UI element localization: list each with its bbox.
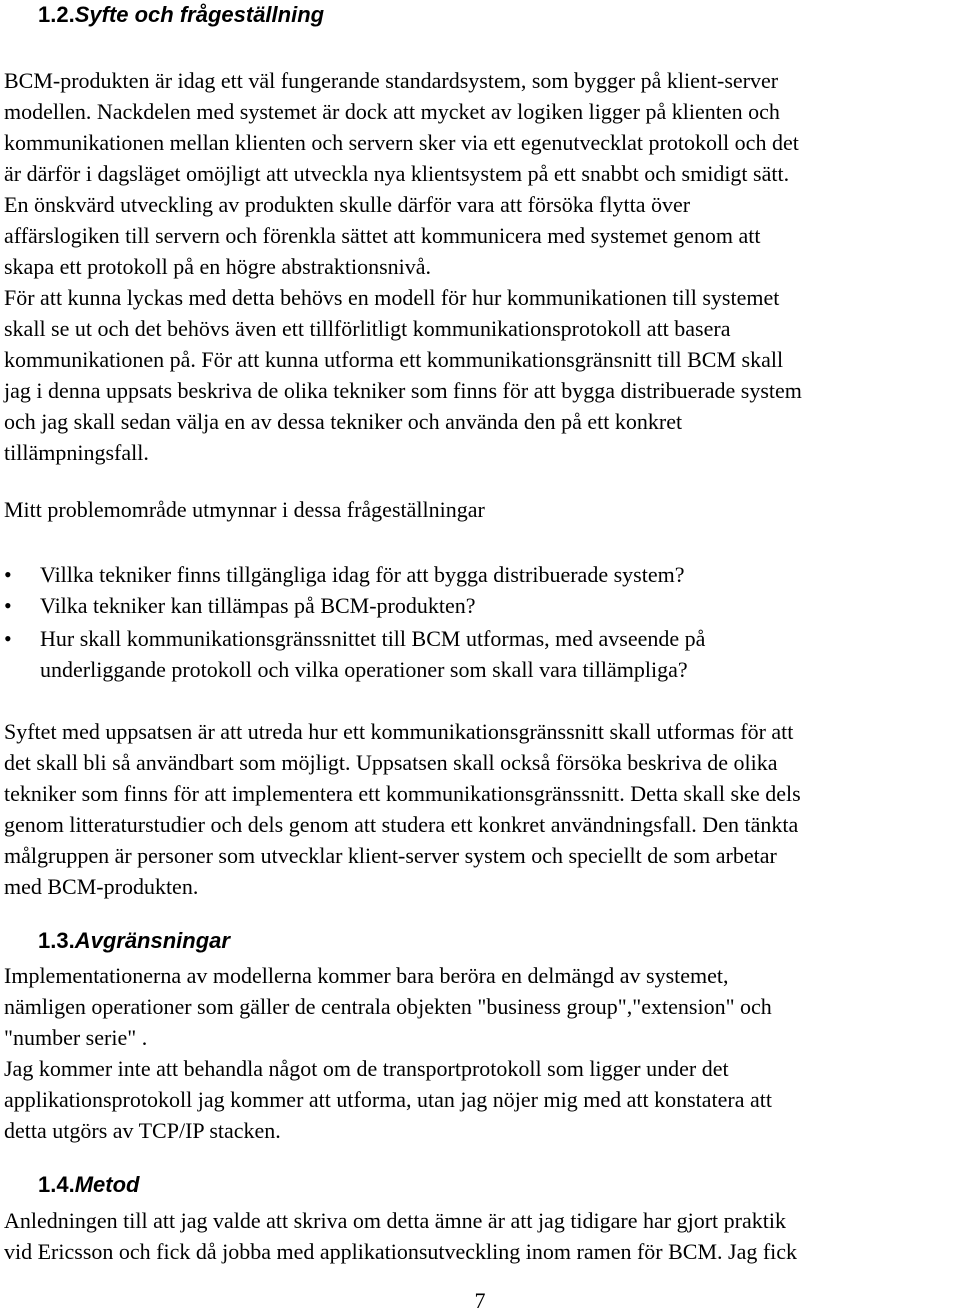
text-line: skall se ut och det behövs även ett tillförlitligt kommunikationsprotokoll att basera [4, 316, 731, 341]
text-line: är därför i dagsläget omöjligt att utveckla nya klientsystem på ett snabbt och smidigt sätt. [4, 161, 790, 186]
text-line: underliggande protokoll och vilka operationer som skall vara tillämpliga? [40, 657, 688, 682]
text-line: Hur skall kommunikationsgränssnittet till BCM utformas, med avseende på [40, 626, 706, 651]
text-line: Implementationerna av modellerna kommer bara beröra en delmängd av systemet, [4, 963, 729, 988]
question-text [40, 590, 476, 621]
text-line: kommunikationen på. För att kunna utforma ett kommunikationsgränsnitt till BCM skall [4, 347, 784, 372]
text-line: tekniker som finns för att implementera ett kommunikationsgränssnitt. Detta skall ske dels [4, 781, 801, 806]
text-line: En önskvärd utveckling av produkten skulle därför vara att försöka flytta över [4, 192, 691, 217]
text-line: Mitt problemområde utmynnar i dessa frågeställningar [4, 497, 485, 522]
question-text [40, 623, 705, 685]
text-line: "number serie" . [4, 1025, 148, 1050]
text-line: BCM-produkten är idag ett väl fungerande standardsystem, som bygger på klient-server [4, 68, 779, 93]
page-number: 7 [474, 1288, 486, 1313]
text-line: vid Ericsson och fick då jobba med applikationsutveckling inom ramen för BCM. Jag fick [4, 1239, 798, 1264]
bullet-icon: • [4, 593, 12, 618]
text-line: nämligen operationer som gäller de centrala objekten "business group","extension" och [4, 994, 772, 1019]
paragraph-aim [4, 716, 959, 902]
text-line: detta utgörs av TCP/IP stacken. [4, 1118, 281, 1143]
section-number: 1.2. [38, 2, 75, 27]
text-line: affärslogiken till servern och förenkla sättet att kommunicera med systemet genom att [4, 223, 761, 248]
text-line: För att kunna lyckas med detta behövs en modell för hur kommunikationen till systemet [4, 285, 780, 310]
question-text [40, 559, 684, 590]
text-line: målgruppen är personer som utvecklar klient-server system och speciellt de som arbetar [4, 843, 777, 868]
section-title: Syfte och frågeställning [74, 2, 325, 27]
text-line: med BCM-produkten. [4, 874, 199, 899]
text-line: skapa ett protokoll på en högre abstraktionsnivå. [4, 254, 432, 279]
text-line: Villka tekniker finns tillgängliga idag för att bygga distribuerade system? [40, 562, 685, 587]
section-heading-1-3 [38, 928, 230, 954]
section-number: 1.3. [38, 928, 75, 953]
text-line: Vilka tekniker kan tillämpas på BCM-produkten? [40, 593, 476, 618]
text-line: modellen. Nackdelen med systemet är dock att mycket av logiken ligger på klienten och [4, 99, 780, 124]
problem-intro [4, 494, 959, 525]
section-title: Metod [74, 1172, 140, 1197]
text-line: Jag kommer inte att behandla något om de transportprotokoll som ligger under det [4, 1056, 729, 1081]
text-line: kommunikationen mellan klienten och servern sker via ett egenutvecklat protokoll och det [4, 130, 799, 155]
paragraph-method [4, 1205, 959, 1267]
bullet-icon: • [4, 562, 12, 587]
paragraph-limitations [4, 960, 959, 1146]
section-number: 1.4. [38, 1172, 75, 1197]
section-title: Avgränsningar [74, 928, 230, 953]
paragraph-purpose [4, 65, 959, 468]
bullet-icon: • [4, 626, 12, 651]
section-heading-1-2 [38, 2, 324, 28]
text-line: jag i denna uppsats beskriva de olika tekniker som finns för att bygga distribuerade system [4, 378, 802, 403]
text-line: applikationsprotokoll jag kommer att utforma, utan jag nöjer mig med att konstatera att [4, 1087, 772, 1112]
text-line: Anledningen till att jag valde att skriva om detta ämne är att jag tidigare har gjort praktik [4, 1208, 786, 1233]
text-line: tillämpningsfall. [4, 440, 149, 465]
section-heading-1-4 [38, 1172, 139, 1198]
text-line: och jag skall sedan välja en av dessa tekniker och använda den på ett konkret [4, 409, 683, 434]
text-line: det skall bli så användbart som möjligt. Uppsatsen skall också försöka beskriva de olika [4, 750, 778, 775]
text-line: genom litteraturstudier och dels genom att studera ett konkret användningsfall. Den tänkta [4, 812, 799, 837]
text-line: Syftet med uppsatsen är att utreda hur ett kommunikationsgränssnitt skall utformas för att [4, 719, 794, 744]
